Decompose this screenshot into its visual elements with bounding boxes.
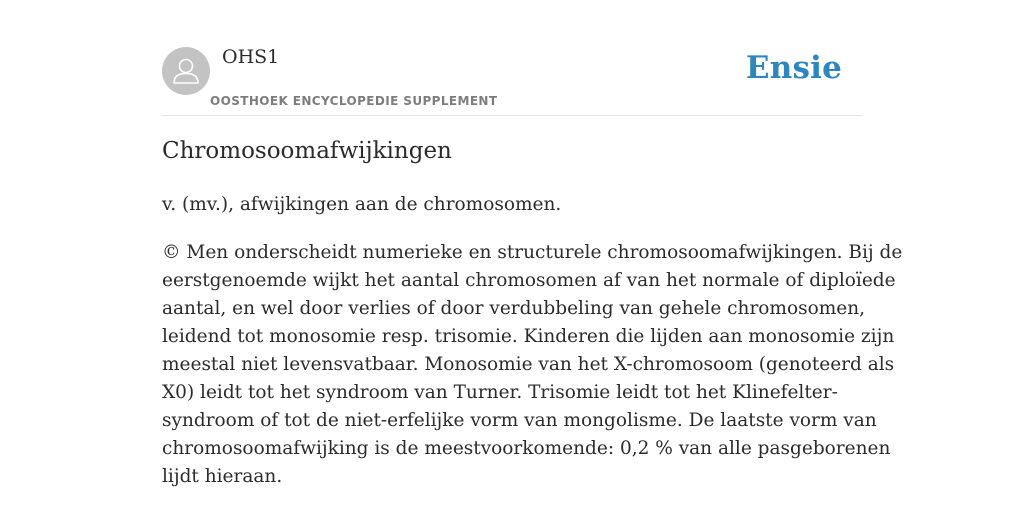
article-body xyxy=(162,239,903,491)
article-definition: v. (mv.), afwijkingen aan de chromosomen. xyxy=(162,194,562,215)
body-line: syndroom of tot de niet-erfelijke vorm van mongolisme. De laatste vorm van xyxy=(162,410,877,431)
author-name[interactable]: OHS1 xyxy=(222,46,280,68)
source-label[interactable]: OOSTHOEK ENCYCLOPEDIE SUPPLEMENT xyxy=(210,94,498,108)
body-line: X0) leidt tot het syndroom van Turner. Trisomie leidt tot het Klinefelter- xyxy=(162,382,838,403)
article-title: Chromosoomafwijkingen xyxy=(162,138,452,164)
author-avatar[interactable] xyxy=(162,47,210,95)
body-line: © Men onderscheidt numerieke en structurele chromosoomafwijkingen. Bij de xyxy=(162,242,903,263)
user-silhouette-icon xyxy=(162,47,210,95)
body-line: chromosoomafwijking is de meestvoorkomende: 0,2 % van alle pasgeborenen xyxy=(162,438,891,459)
body-line: leidend tot monosomie resp. trisomie. Kinderen die lijden aan monosomie zijn xyxy=(162,326,895,347)
body-line: aantal, en wel door verlies of door verdubbeling van gehele chromosomen, xyxy=(162,298,866,319)
body-line: meestal niet levensvatbaar. Monosomie van het X-chromosoom (genoteerd als xyxy=(162,354,895,375)
body-line: eerstgenoemde wijkt het aantal chromosomen af van het normale of diploïede xyxy=(162,270,896,291)
header xyxy=(162,40,862,116)
body-line: lijdt hieraan. xyxy=(162,466,283,487)
site-logo[interactable]: Ensie xyxy=(745,50,842,86)
